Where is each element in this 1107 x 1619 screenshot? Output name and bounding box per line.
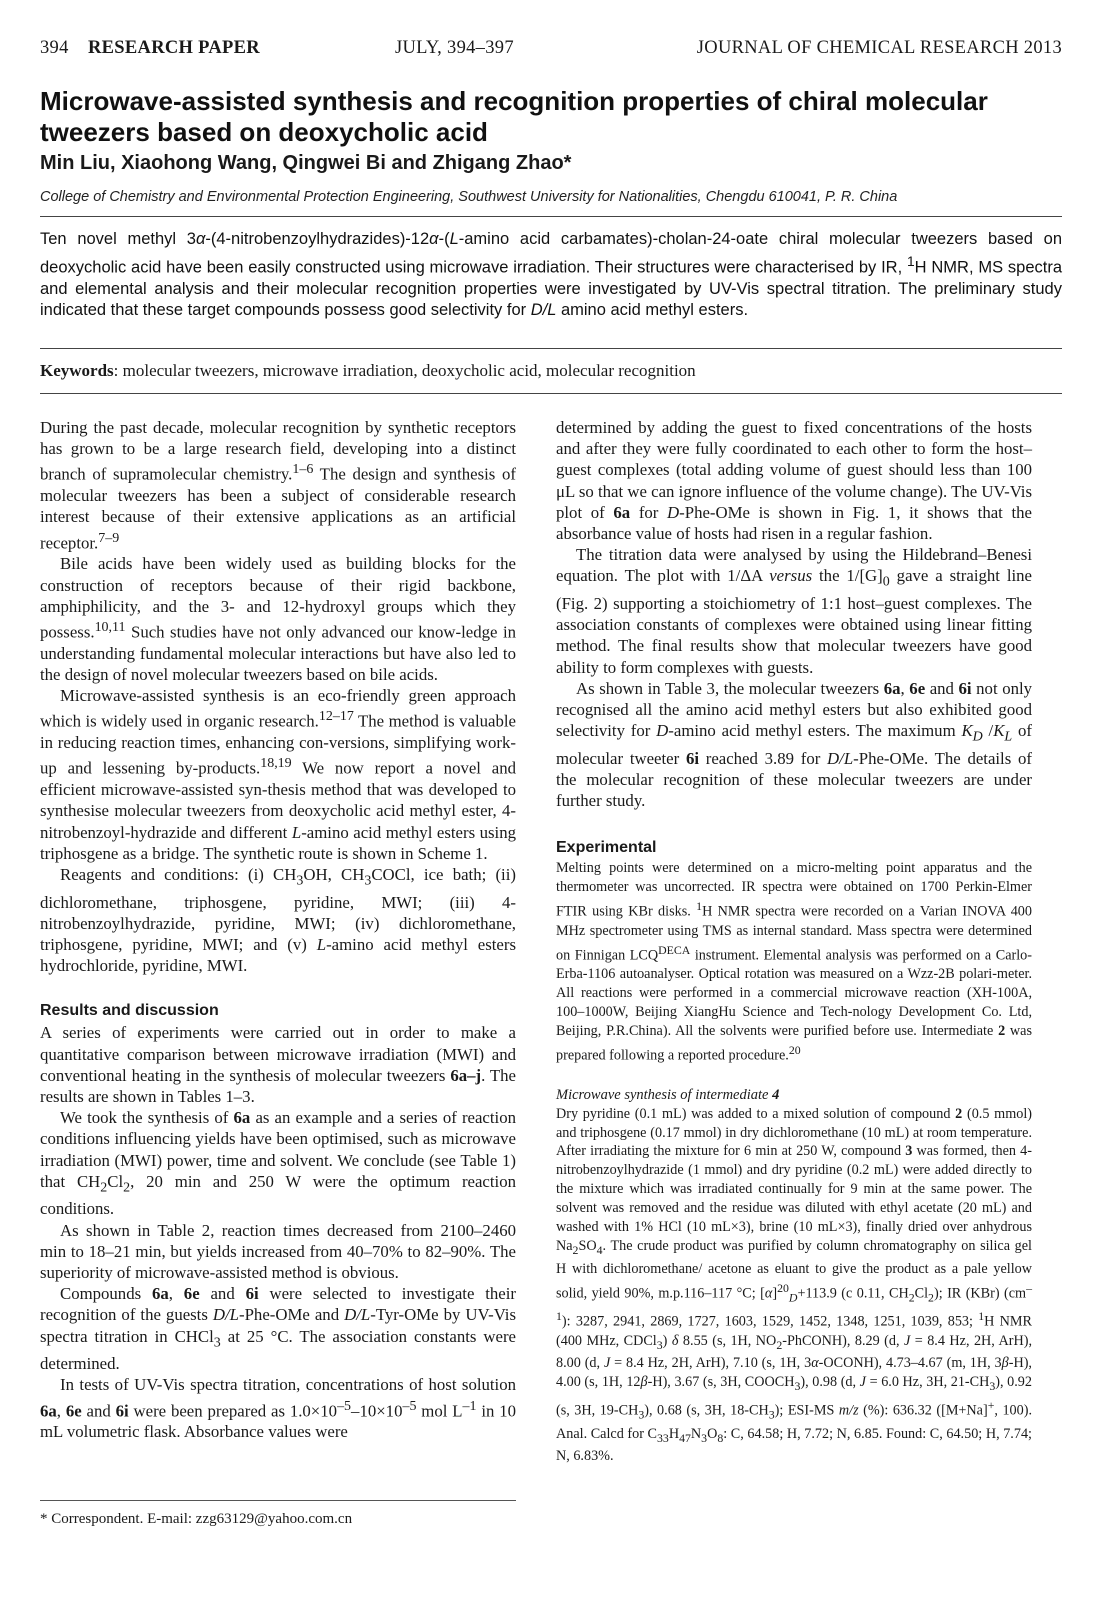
text-run: -Phe-OMe is shown in Fig. 1, it shows that the absorbance value of hosts had risen in a regular fashion. [556, 502, 1032, 544]
text-run: (0.5 mmol) and triphosgene (0.17 mmol) in dry dichloromethane (10 mL) at room temperature. After irradiating the mixture for 6 min at 250 W, compound [556, 1105, 1032, 1160]
superscript: 7–9 [98, 530, 120, 546]
paragraph [40, 1107, 516, 1219]
superscript: –1 [462, 1398, 477, 1414]
bold-text: 6i [115, 1401, 129, 1421]
text-run: Reagents and conditions: (i) CH [60, 865, 297, 885]
text-run: Melting points were determined on a micro-melting point apparatus and the thermometer was uncorrected. IR spectra were obtained on 1700 Perkin-Elmer FTIR using KBr disks. [556, 860, 1032, 920]
subscript: 47 [679, 1430, 691, 1445]
abstract [40, 229, 1062, 322]
text-run: -( [438, 230, 450, 248]
text-run: were selected to investigate their recognition of the guests [40, 1284, 516, 1325]
article-title: Microwave-assisted synthesis and recognition properties of chiral molecular tweezers based on deoxycholic acid [40, 86, 988, 147]
text-run: As shown in Table 3, the molecular tweezers [576, 678, 884, 698]
text-run: We now report a novel and efficient microwave-assisted syn-thesis method that was developed to synthesise molecular tweezers from deoxycholic acid methyl ester, 4-nitrobenzoyl-hydrazide and different [40, 759, 516, 842]
paragraph [556, 678, 1032, 812]
paragraph [40, 1374, 516, 1442]
text-run: The design and synthesis of molecular tweezers has been a subject of considerable research interest because of their extensive applications as an artificial receptor. [40, 465, 516, 553]
subscript: 2 [100, 1180, 108, 1196]
author-list: Min Liu, Xiaohong Wang, Qingwei Bi and Zhigang Zhao* [40, 152, 572, 174]
italic-text: D/L [827, 748, 854, 768]
text-run: Compounds [60, 1284, 152, 1304]
journal-name: JOURNAL OF CHEMICAL RESEARCH 2013 [696, 38, 1062, 58]
text-run: The method is valuable in reducing reaction times, enhancing con-versions, simplifying work-up and lessening by-products. [40, 712, 516, 779]
left-column [40, 417, 516, 1443]
superscript: –1 [556, 1280, 1032, 1324]
text-run: -PhCONH), 8.29 (d, [782, 1332, 904, 1349]
italic-text: J [903, 1332, 911, 1349]
italic-text: α [195, 230, 206, 248]
paragraph [40, 864, 516, 976]
footnote-divider [40, 1500, 516, 1501]
bold-text: 6i [245, 1284, 259, 1304]
subscript: 4 [596, 1242, 603, 1257]
text-run: = 8.4 Hz, 2H, ArH), 7.10 (s, 1H, 3 [610, 1355, 812, 1372]
text-run: -Tyr-OMe by UV-Vis spectra titration in CHCl [40, 1305, 517, 1346]
text-run: We took the synthesis of [60, 1108, 234, 1128]
italic-text: versus [769, 566, 813, 586]
subscript: 2 [908, 1290, 915, 1305]
bold-text: 6a [613, 502, 631, 522]
subscript: 0 [882, 574, 890, 590]
bold-text: 6a [233, 1108, 251, 1128]
bold-text: 6e [65, 1401, 82, 1421]
text-run: , [900, 678, 910, 698]
text-run: ), 0.92 (s, 3H, 19-CH [556, 1374, 1032, 1419]
bold-text: 6e [909, 678, 926, 698]
text-run: OH, CH [303, 865, 365, 885]
italic-text: K [961, 721, 973, 741]
subscript: 3 [213, 1334, 221, 1350]
divider [40, 393, 1062, 394]
text-run: : C, 64.58; H, 7.72; N, 6.85. Found: C, 64.50; H, 7.74; N, 6.83%. [556, 1425, 1032, 1465]
superscript: 18,19 [260, 756, 292, 772]
divider [40, 216, 1062, 217]
text-run: ): 3287, 2941, 2869, 1727, 1603, 1529, 1452, 1348, 1251, 1039, 853; [561, 1313, 979, 1330]
bold-text: 6i [958, 678, 972, 698]
text-run: as an example and a series of reaction conditions influencing yields have been optimised, such as microwave irradiation (MWI) power, time and solvent. We conclude (see Table 1) that CH [40, 1108, 516, 1191]
text-run: and [81, 1401, 116, 1421]
subscript: 8 [717, 1430, 724, 1445]
paragraph [40, 1022, 516, 1107]
text-run: not only recognised all the amino acid methyl esters but also exhibited good selectivity for [556, 678, 1033, 741]
superscript: 1 [978, 1309, 985, 1324]
subscript: 2 [776, 1337, 783, 1352]
superscript: 1 [906, 253, 915, 269]
bold-text: 6a–j [450, 1065, 482, 1085]
superscript: DECA [658, 942, 691, 957]
text-run: Such studies have not only advanced our know-ledge in understanding fundamental molecular interactions but have also led to the design of novel molecular tweezers based on bile acids. [40, 622, 516, 685]
subscript: 3 [364, 873, 372, 889]
text-run: ); ESI-MS [774, 1402, 839, 1419]
text-run: -H), 4.00 (s, 1H, 12 [556, 1355, 1032, 1391]
text-run: +113.9 (c 0.11, CH [797, 1285, 909, 1302]
text-run: instrument. Elemental analysis was performed on a Carlo-Erba-1106 autoanalyser. Optical rotation was measured on a Wzz-2B polari-meter. All reactions were performed in a commercial microwave reaction (XH-100A, 100–1000W, Beijing XiangHu Science and Tech-nology Development Co. Ltd, Beijing, P.R.China). All the solvents were purified before use. Intermediate [556, 947, 1032, 1040]
text-run: –10×10 [351, 1401, 403, 1421]
issue-pages: JULY, 394–397 [395, 38, 514, 58]
superscript: + [987, 1398, 995, 1413]
subsection-heading [556, 1086, 1032, 1105]
text-run: -(4-nitrobenzoylhydrazides)-12 [205, 230, 430, 248]
italic-text: L [316, 935, 327, 954]
text-run: COCl, ice bath; (ii) dichloromethane, triphosgene, pyridine, MWI; (iii) 4-nitrobenzoylhydrazide, pyridine, MWI; (iv) dichloromethane, triphosgene, pyridine, MWI; and (v) [40, 865, 516, 954]
text-run: = 6.0 Hz, 3H, 21-CH [865, 1374, 990, 1391]
text-run: During the past decade, molecular recognition by synthetic receptors has grown to be a large research field, developing into a distinct branch of supramolecular chemistry. [40, 418, 516, 484]
text-run: ), 0.68 (s, 3H, 18-CH [644, 1402, 769, 1419]
text-run: ) [662, 1332, 672, 1349]
italic-text: D [788, 1290, 798, 1305]
paragraph: As shown in Table 2, reaction times decreased from 2100–2460 min to 18–21 min, but yields increased from 40–70% to 82–90%. The superiority of microwave-assisted method is obvious. [40, 1220, 516, 1282]
bold-text: 6a [151, 1284, 169, 1304]
page-number: 394 [40, 38, 69, 58]
text-run: -Phe-OMe. The details of the molecular recognition of these molecular tweezers are under further study. [556, 748, 1032, 811]
text-run: -H), 3.67 (s, 3H, COOCH [647, 1374, 795, 1391]
italic-text: D [972, 729, 983, 745]
italic-text: J [859, 1374, 866, 1391]
bold-text: 6e [183, 1284, 200, 1304]
text-run: ), 0.98 (d, [800, 1374, 860, 1391]
paragraph [556, 544, 1032, 678]
text-run: Microwave synthesis of intermediate [556, 1086, 773, 1103]
text-run: Microwave-assisted synthesis is an eco-friendly green approach which is widely used in organic research. [40, 686, 516, 732]
italic-text: D [656, 721, 669, 741]
italic-text: D/L [530, 301, 557, 319]
text-run: -amino acid methyl esters hydrochloride, pyridine, MWI. [40, 935, 516, 976]
text-run: gave a straight line (Fig. 2) supporting a stoichiometry of 1:1 host–guest complexes. The association constants of complexes were obtained using linear fitting method. The final results show that molecular tweezers have good ability to form complexes with guests. [556, 566, 1032, 677]
text-run: = 8.4 Hz, 2H, ArH), 8.00 (d, [556, 1332, 1033, 1372]
text-run: H NMR spectra were recorded on a Varian INOVA 400 MHz spectrometer using TMS as internal standard. Mass spectra were determined on Finnigan LCQ [556, 903, 1032, 964]
text-run: . The results are shown in Tables 1–3. [40, 1065, 516, 1107]
italic-text: D [667, 502, 680, 522]
italic-text: L [449, 230, 459, 248]
text-run: was prepared following a reported procedure. [556, 1023, 1032, 1064]
subscript: 3 [701, 1430, 708, 1445]
text-run: in 10 mL volumetric flask. Absorbance values were [40, 1401, 517, 1442]
italic-text: δ [671, 1332, 679, 1349]
text-run: of molecular tweeter [556, 721, 1032, 768]
text-run: -amino acid carbamates)-cholan-24-oate chiral molecular tweezers based on deoxycholic acid have been easily constructed using microwave irradiation. Their structures were characterised by IR, [40, 230, 1063, 276]
bold-text: 3 [905, 1143, 913, 1160]
text-run: Cl [914, 1285, 929, 1302]
text-run: O [707, 1425, 718, 1442]
text-run: were been prepared as 1.0×10 [128, 1401, 338, 1421]
text-run: -amino acid methyl esters. The maximum [668, 721, 962, 741]
italic-text: K [993, 721, 1005, 741]
italic-text: β [640, 1374, 648, 1391]
text-run: mol L [416, 1401, 463, 1421]
text-run: / [982, 721, 994, 741]
bold-text: 4 [772, 1086, 780, 1103]
text-run: H [668, 1425, 680, 1442]
text-run: was formed, then 4-nitrobenzoylhydrazide (1 mmol) and dry pyridine (0.2 mL) were added directly to the mixture which was irradiated continually for 9 min at the same power. The solvent was removed and the residue was diluted with ethyl acetate (20 mL) and washed with 1% HCl (10 mL×3), brine (10 mL×3), finally dried over anhydrous Na [556, 1143, 1032, 1254]
text-run: . The crude product was purified by column chromatography on silica gel H with dichloromethane/ acetone as eluant to give the product as a pale yellow solid, yield 90%, m.p.116–117 °C; [ [556, 1237, 1032, 1302]
text-run: A series of experiments were carried out in order to make a quantitative comparison between microwave irradiation (MWI) and conventional heating in the synthesis of molecular tweezers [40, 1023, 516, 1085]
text-run: determined by adding the guest to fixed concentrations of the hosts and after they were fully coordinated to each other to form the host–guest complexes (total adding volume of guest should less than 100 μL so that we can ignore influence of the volume change). The UV-Vis plot of [556, 418, 1032, 522]
text-run: The titration data were analysed by using the Hildebrand–Benesi equation. The plot with 1/ΔA [556, 545, 1032, 586]
italic-text: β [1001, 1355, 1009, 1372]
running-header [40, 38, 1062, 62]
text-run: and [925, 678, 959, 698]
text-run: N [690, 1425, 702, 1442]
subscript: 2 [123, 1180, 131, 1196]
text-run: H NMR (400 MHz, CDCl [556, 1313, 1032, 1349]
text-run: : molecular tweezers, microwave irradiation, deoxycholic acid, molecular recognition [113, 361, 696, 380]
text-run: -Phe-OMe and [239, 1305, 345, 1325]
text-run: for [630, 502, 668, 522]
affiliation: College of Chemistry and Environmental Protection Engineering, Southwest University for Nationalities, Chengdu 610041, P. R. China [40, 189, 898, 205]
subscript: 3 [794, 1379, 801, 1394]
italic-text: L [1004, 729, 1013, 745]
italic-text: D/L [344, 1305, 371, 1325]
text-run: Cl [107, 1171, 124, 1191]
italic-text: D/L [212, 1305, 240, 1325]
subscript [973, 730, 983, 745]
text-run: In tests of UV-Vis spectra titration, concentrations of host solution [60, 1375, 516, 1395]
paragraph [556, 417, 1032, 544]
text-run: (%): 636.32 ([M+Na] [858, 1402, 988, 1419]
bold-text: 6a [40, 1401, 57, 1421]
text-run: the 1/[G] [812, 566, 883, 586]
text-run: at 25 °C. The association constants were determined. [40, 1326, 517, 1374]
subscript: 3 [296, 873, 304, 889]
paragraph [556, 1105, 1032, 1467]
section-heading: Experimental [556, 839, 657, 857]
subscript: 3 [768, 1407, 775, 1422]
superscript: 1 [696, 899, 703, 914]
subscript: 2 [928, 1290, 934, 1305]
bold-text: 6i [685, 748, 699, 768]
text-run: , [56, 1401, 66, 1421]
bold-text: 6a [883, 678, 901, 698]
paragraph [40, 553, 516, 685]
paragraph [556, 859, 1032, 1065]
subscript: 3 [989, 1379, 996, 1394]
paragraph [40, 685, 516, 864]
italic-text: J [603, 1355, 611, 1372]
superscript: 20 [777, 1280, 789, 1295]
text-run: Ten novel methyl 3 [40, 230, 196, 248]
italic-text: α [811, 1355, 819, 1372]
paragraph [40, 417, 516, 553]
text-run: SO [578, 1237, 597, 1254]
text-run: and [199, 1284, 246, 1304]
superscript: 1–6 [292, 462, 314, 478]
subscript: 2 [572, 1242, 579, 1257]
text-run: , 100). Anal. Calcd for C [556, 1402, 1032, 1442]
correspondence-footnote: * Correspondent. E-mail: zzg63129@yahoo.com.cn [40, 1511, 353, 1527]
paragraph [40, 1283, 516, 1374]
italic-text: α [429, 230, 439, 248]
subscript: 3 [656, 1337, 663, 1352]
superscript: 12–17 [318, 709, 354, 725]
keywords [40, 360, 1062, 382]
text-run: ); IR (KBr) (cm [933, 1285, 1027, 1302]
italic-text: L [291, 822, 302, 842]
bold-text: Keywords [40, 361, 114, 380]
bold-text: 2 [998, 1023, 1006, 1040]
italic-text: α [764, 1285, 773, 1302]
text-run: -OCONH), 4.73–4.67 (m, 1H, 3 [818, 1355, 1002, 1372]
text-run: H NMR, MS spectra and elemental analysis and their molecular recognition properties were investigated by UV-Vis spectral titration. The preliminary study indicated that these target compounds possess good selectivity for [40, 258, 1063, 319]
divider [40, 348, 1062, 349]
section-label: RESEARCH PAPER [88, 38, 260, 58]
subscript: 33 [657, 1430, 669, 1445]
text-run: ] [772, 1285, 778, 1302]
right-column [556, 417, 1032, 1466]
bold-text: 2 [955, 1105, 963, 1122]
superscript: 10,11 [94, 620, 126, 636]
text-run: , [168, 1284, 184, 1304]
text-run: Dry pyridine (0.1 mL) was added to a mixed solution of compound [556, 1105, 956, 1122]
subscript: 3 [638, 1407, 645, 1422]
text-run: , 20 min and 250 W were the optimum reaction conditions. [40, 1171, 516, 1219]
superscript: –5 [337, 1398, 352, 1414]
text-run: 8.55 (s, 1H, NO [678, 1332, 777, 1349]
text-run: Bile acids have been widely used as building blocks for the construction of receptors because of their rigid backbone, amphiphilicity, and the 3- and 12-hydroxyl groups which they possess. [40, 554, 516, 642]
superscript: –5 [402, 1398, 417, 1414]
section-heading: Results and discussion [40, 1002, 219, 1020]
italic-text: m/z [838, 1402, 859, 1419]
text-run: reached 3.89 for [699, 748, 828, 768]
text-run: amino acid methyl esters. [556, 301, 749, 319]
text-run: -amino acid methyl esters using triphosgene as a bridge. The synthetic route is shown in Scheme 1. [40, 822, 516, 863]
superscript: 20 [788, 1043, 801, 1057]
